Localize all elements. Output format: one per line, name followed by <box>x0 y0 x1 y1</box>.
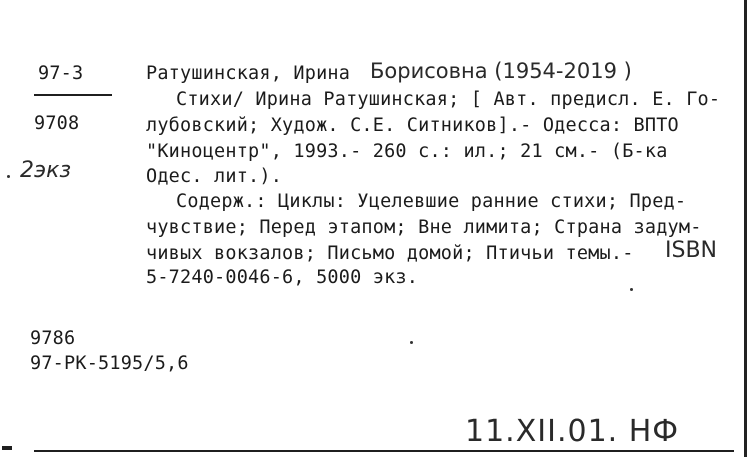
isbn-handwritten: ISBN <box>665 238 718 263</box>
contents-line-3: чивых вокзалов; Письмо домой; Птичьи темы.- <box>146 243 634 264</box>
tracing-number: 9786 <box>30 328 76 349</box>
card-edge-mark <box>2 446 12 450</box>
speck-2 <box>630 288 633 291</box>
copies-note-handwritten: 2экз <box>20 158 72 183</box>
date-handwritten: 11.XII.01. НФ <box>465 414 680 449</box>
margin-mark <box>7 175 10 178</box>
card-bottom-rule <box>34 450 734 452</box>
call-number-divider <box>34 94 112 96</box>
call-number-bottom: 9708 <box>34 113 80 134</box>
entry-line-2: лубовский; Худож. С.Е. Ситников].- Одесса: ВПТО <box>146 115 679 136</box>
contents-line-1: Содерж.: Циклы: Уцелевшие ранние стихи; Пред- <box>176 191 687 212</box>
author-heading: Ратушинская, Ирина <box>146 63 351 84</box>
speck <box>410 341 413 344</box>
contents-line-4: 5-7240-0046-6, 5000 экз. <box>146 267 419 288</box>
card-right-edge <box>744 0 747 457</box>
author-patronymic-handwritten: Борисовна (1954-2019 ) <box>370 59 632 83</box>
entry-line-1: Стихи/ Ирина Ратушинская; [ Авт. предисл. Е. Го- <box>176 89 721 110</box>
call-number-top: 97-3 <box>38 63 84 84</box>
contents-line-2: чувствие; Перед этапом; Вне лимита; Страна задум- <box>146 217 702 238</box>
entry-line-3: "Киноцентр", 1993.- 260 с.: ил.; 21 см.- (Б-ка <box>146 141 668 162</box>
entry-line-4: Одес. лит.). <box>146 166 283 187</box>
tracing-code: 97-РК-5195/5,6 <box>30 353 189 374</box>
